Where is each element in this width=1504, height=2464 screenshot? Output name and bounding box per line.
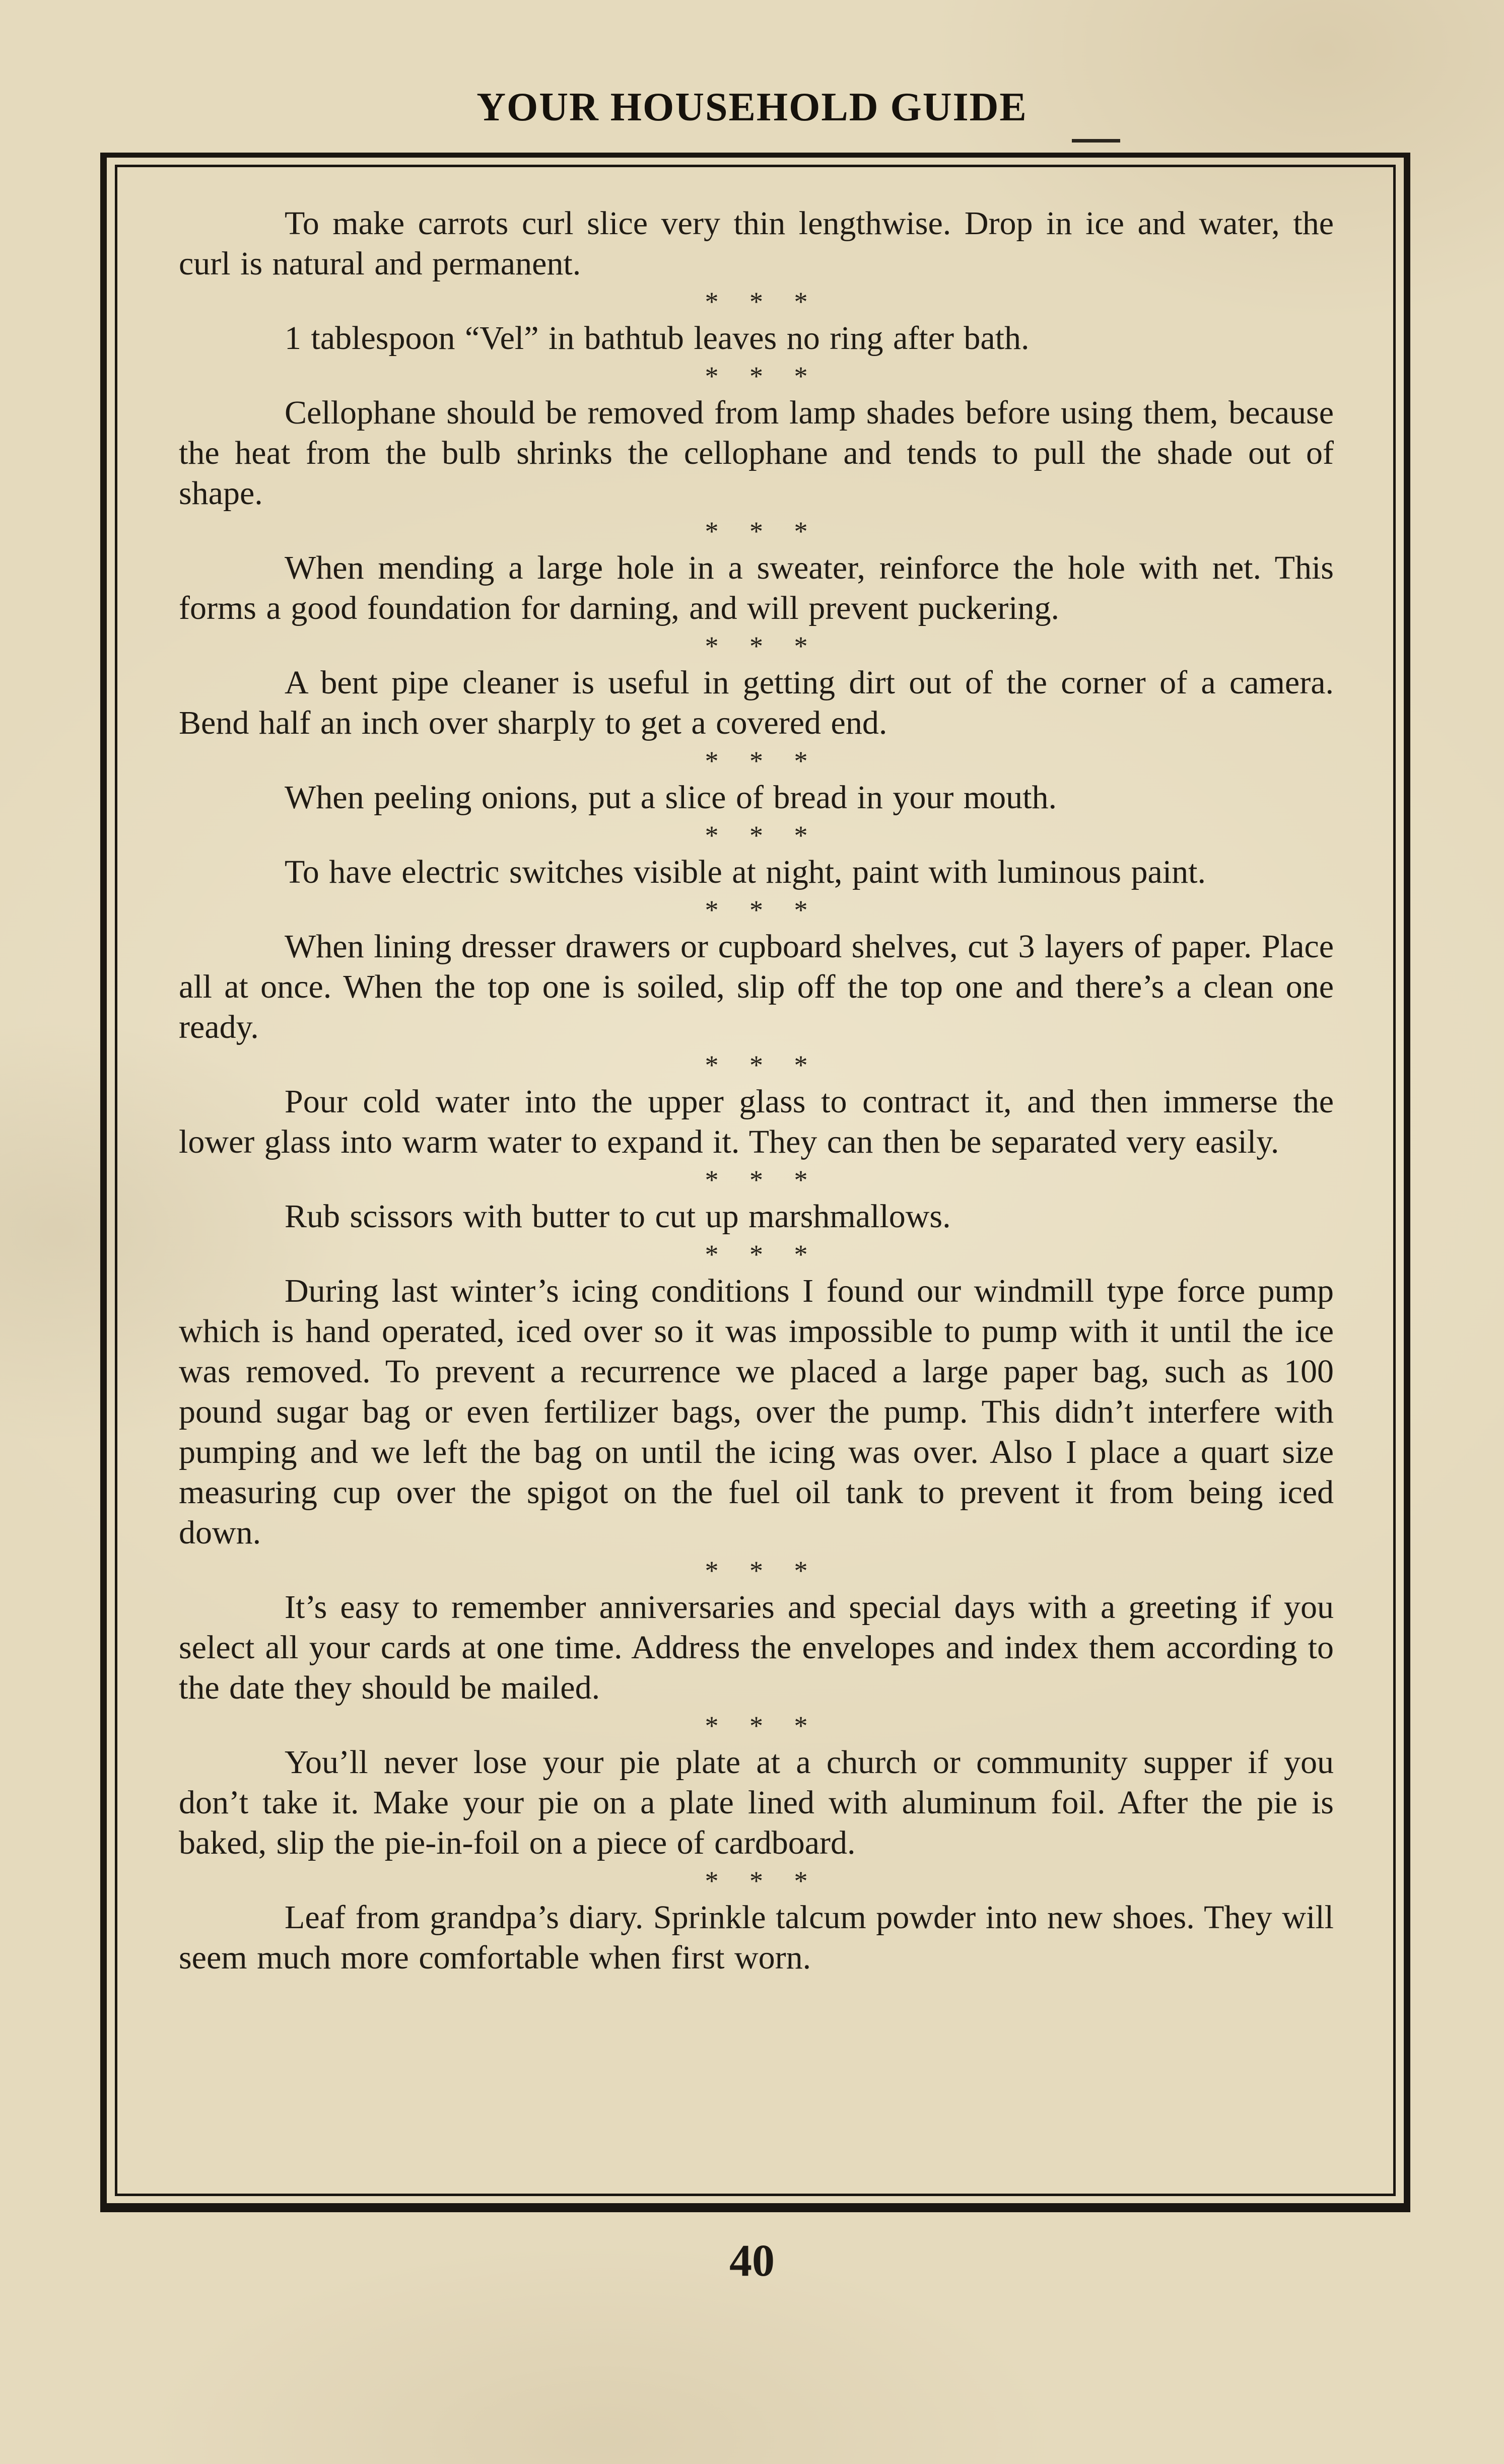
section-separator: * * * xyxy=(705,1050,808,1080)
tip-paragraph: You’ll never lose your pie plate at a church or community supper if you don’t take it. Make your pie on a plate lined with aluminum foil. After the pie is baked, slip the pie-in-foil on a piece of cardboard. xyxy=(179,1744,1334,1861)
scan-artifact-mark xyxy=(1072,139,1120,143)
section-separator: * * * xyxy=(705,1556,808,1586)
tip-paragraph: When lining dresser drawers or cupboard shelves, cut 3 layers of paper. Place all at once. When the top one is soiled, slip off the top one and there’s a clean one ready. xyxy=(179,928,1334,1045)
section-separator: * * * xyxy=(705,631,808,661)
section-separator: * * * xyxy=(705,746,808,776)
tip-paragraph: Leaf from grandpa’s diary. Sprinkle talcum powder into new shoes. They will seem much more comfortable when first worn. xyxy=(179,1899,1334,1976)
tip-paragraph: It’s easy to remember anniversaries and special days with a greeting if you select all your cards at one time. Address the envelopes and index them according to the date they should be mailed. xyxy=(179,1589,1334,1706)
tip-paragraph: When mending a large hole in a sweater, reinforce the hole with net. This forms a good foundation for darning, and will prevent puckering. xyxy=(179,549,1334,626)
section-separator: * * * xyxy=(705,1711,808,1741)
section-separator: * * * xyxy=(705,287,808,317)
tip-paragraph: During last winter’s icing conditions I found our windmill type force pump which is hand operated, iced over so it was impossible to pump with it until the ice was removed. To prevent a recurrence we placed a large paper bag, such as 100 pound sugar bag or even fertilizer bags, over the pump. This didn’t interfere with pumping and we left the bag on until the icing was over. Also I place a quart size measuring cup over the spigot on the fuel oil tank to prevent it from being iced down. xyxy=(179,1273,1334,1551)
tip-paragraph: Pour cold water into the upper glass to contract it, and then immerse the lower glass into warm water to expand it. They can then be separated very easily. xyxy=(179,1083,1334,1160)
tip-paragraph: When peeling onions, put a slice of bread in your mouth. xyxy=(285,779,1057,816)
page-header-title: YOUR HOUSEHOLD GUIDE xyxy=(476,85,1028,129)
tip-paragraph: 1 tablespoon “Vel” in bathtub leaves no ring after bath. xyxy=(285,320,1030,357)
tip-paragraph: Cellophane should be removed from lamp shades before using them, because the heat from the bulb shrinks the cellophane and tends to pull the shade out of shape. xyxy=(179,394,1334,512)
section-separator: * * * xyxy=(705,1866,808,1896)
section-separator: * * * xyxy=(705,895,808,925)
tip-paragraph: Rub scissors with butter to cut up marshmallows. xyxy=(285,1198,951,1235)
tip-paragraph: A bent pipe cleaner is useful in getting dirt out of the corner of a camera. Bend half an inch over sharply to get a covered end. xyxy=(179,664,1334,741)
content-area xyxy=(115,165,1396,2196)
section-separator: * * * xyxy=(705,516,808,546)
section-separator: * * * xyxy=(705,1239,808,1270)
border-frame xyxy=(100,153,1410,2212)
section-separator: * * * xyxy=(705,1165,808,1195)
tip-paragraph: To have electric switches visible at night, paint with luminous paint. xyxy=(285,854,1206,890)
section-separator: * * * xyxy=(705,820,808,851)
page-number: 40 xyxy=(729,2236,775,2286)
tip-paragraph: To make carrots curl slice very thin lengthwise. Drop in ice and water, the curl is natural and permanent. xyxy=(179,205,1334,282)
section-separator: * * * xyxy=(705,361,808,391)
